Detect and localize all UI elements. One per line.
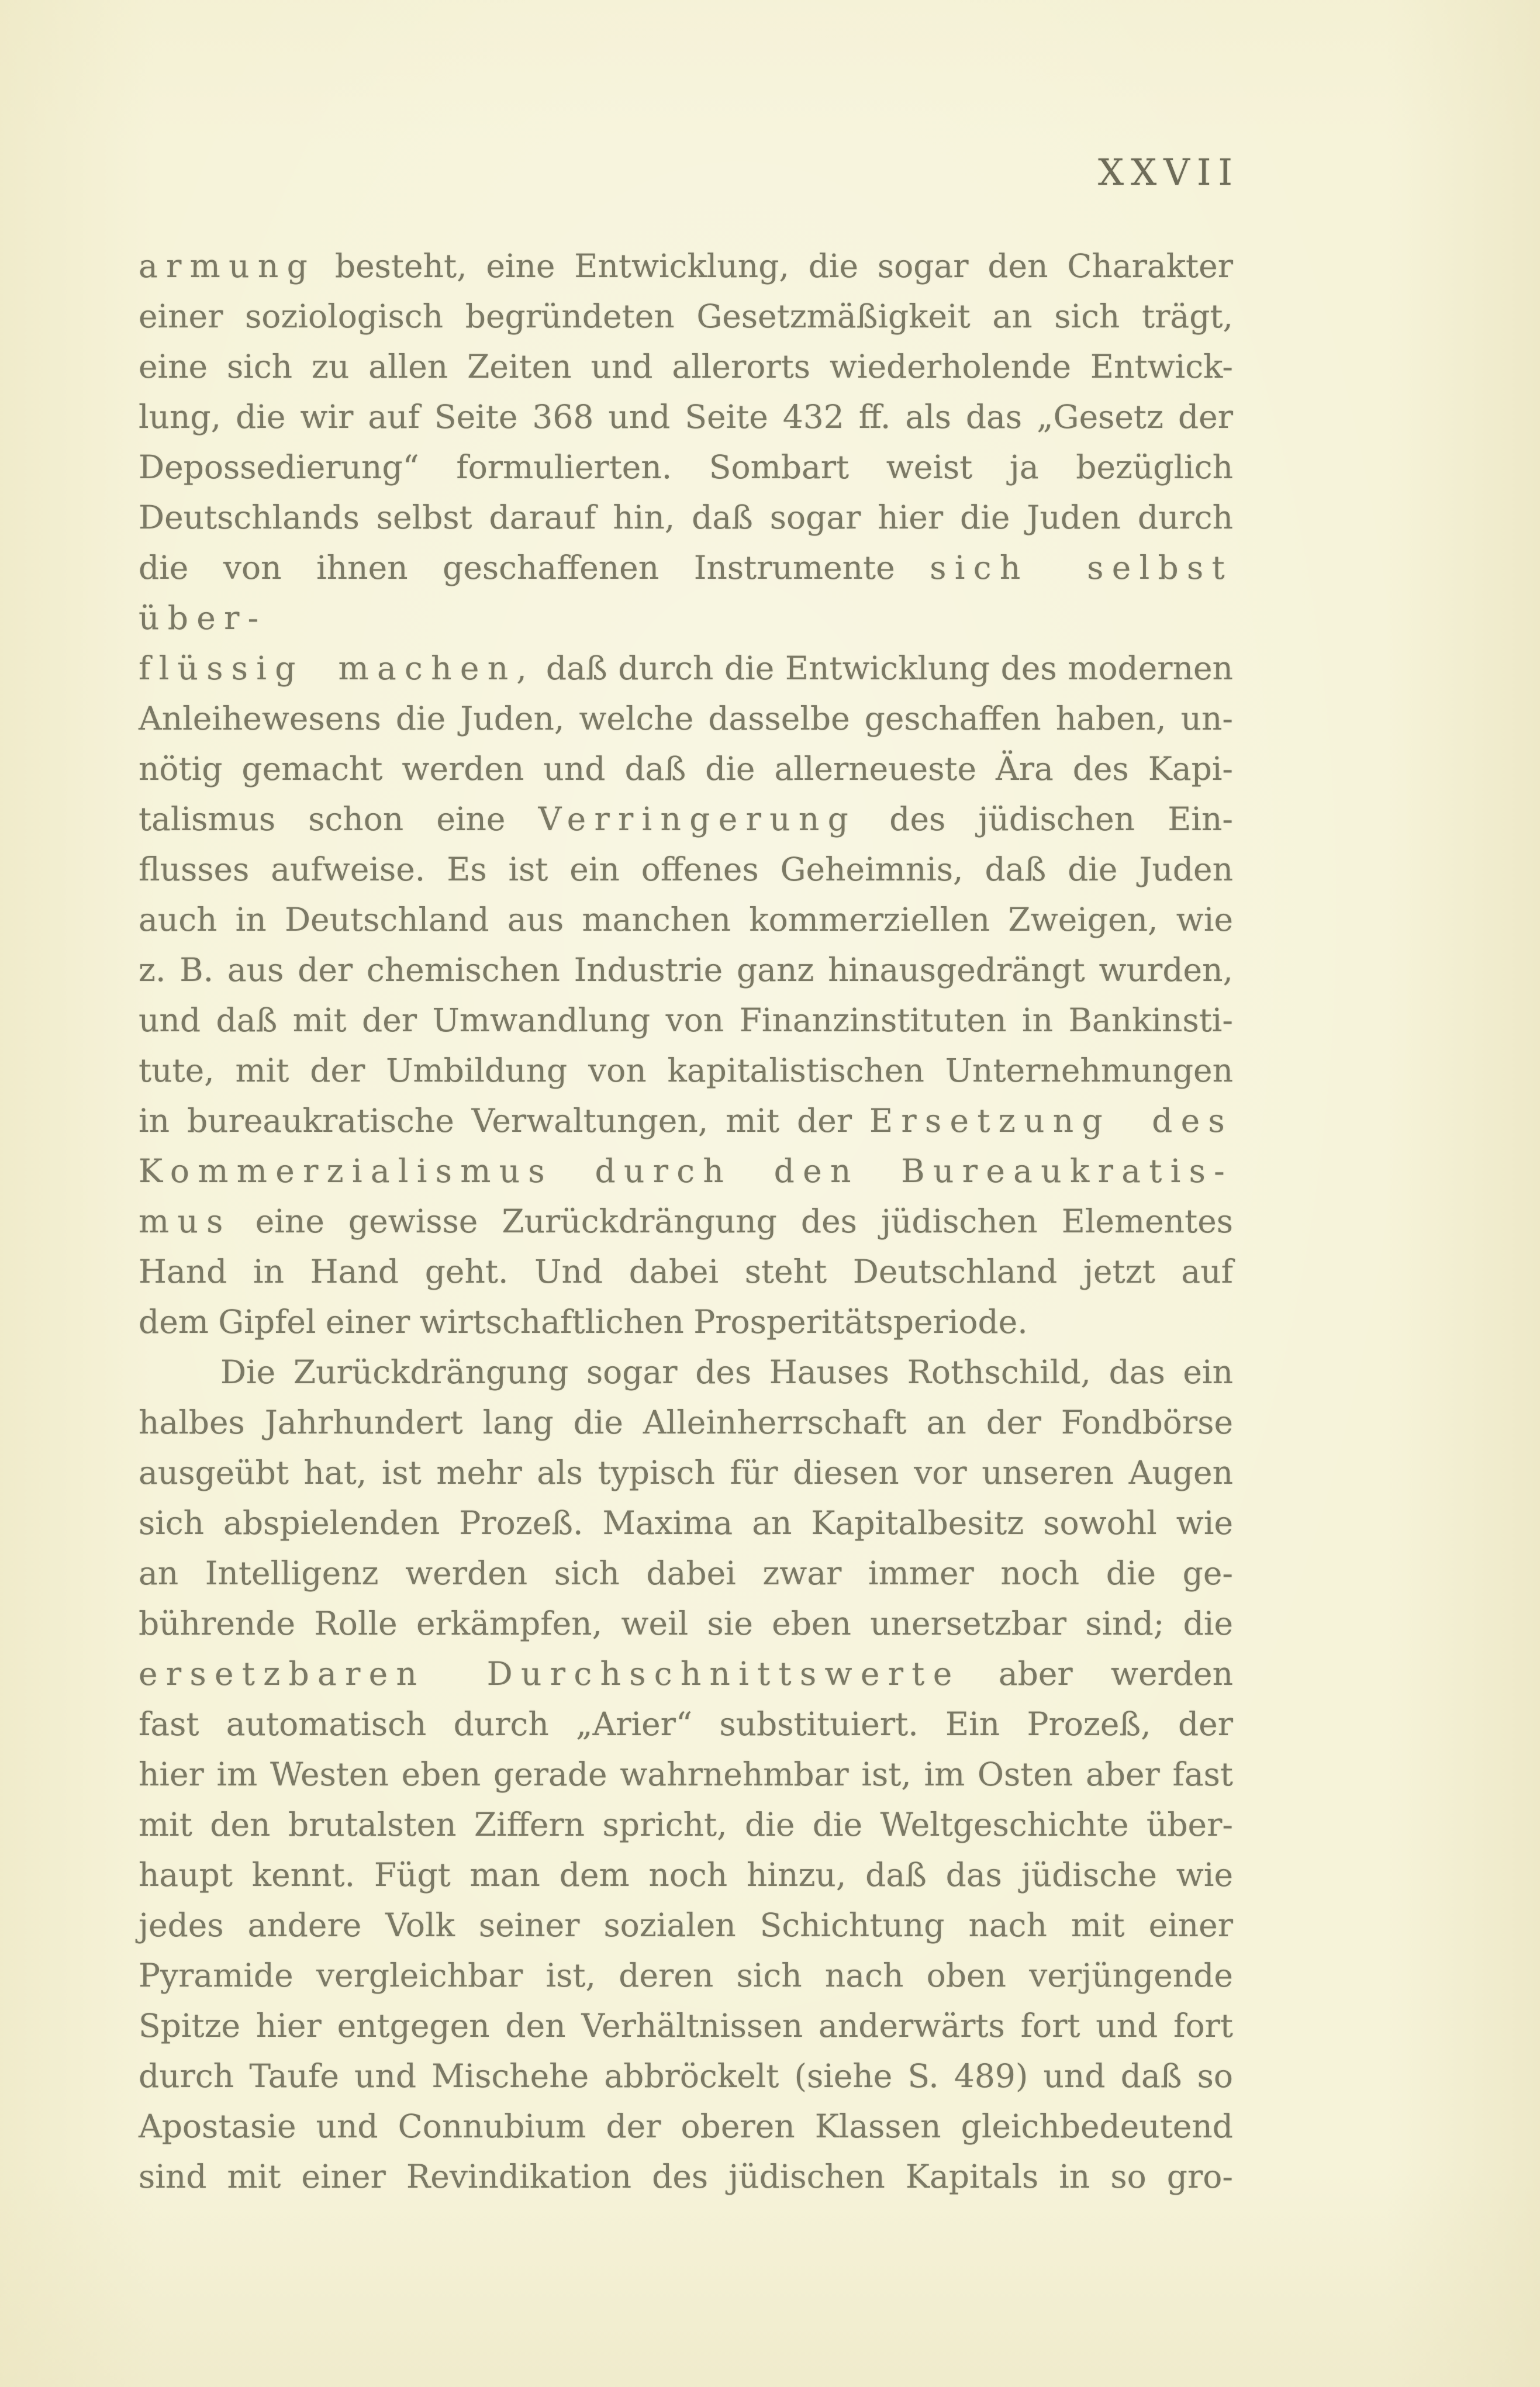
text-line xyxy=(139,1196,1233,1246)
text-segment: halbes Jahrhundert lang die Alleinherrschaft an der Fondbörse xyxy=(139,1404,1233,1441)
emphasized-text: mus xyxy=(139,1203,232,1240)
text-line xyxy=(139,2101,1233,2151)
text-line xyxy=(139,2051,1233,2101)
text-segment: besteht, eine Entwicklung, die sogar den Charakter xyxy=(316,247,1233,285)
text-line xyxy=(139,392,1233,442)
text-line xyxy=(139,1397,1233,1448)
text-segment: an Intelligenz werden sich dabei zwar immer noch die ge- xyxy=(139,1555,1233,1592)
text-segment: aber werden xyxy=(960,1655,1234,1692)
text-line xyxy=(139,693,1233,744)
text-segment: sich abspielenden Prozeß. Maxima an Kapitalbesitz sowohl wie xyxy=(139,1504,1233,1542)
text-line xyxy=(139,1548,1233,1598)
text-segment: Spitze hier entgegen den Verhältnissen anderwärts fort und fort xyxy=(139,2007,1233,2044)
text-line xyxy=(139,1246,1233,1297)
text-segment: Die Zurückdrängung sogar des Hauses Rothschild, das ein xyxy=(220,1353,1233,1391)
text-segment: die von ihnen geschaffenen Instrumente xyxy=(139,549,930,586)
text-line xyxy=(139,1498,1233,1548)
text-segment: Depossedierung“ formulierten. Sombart weist ja bezüglich xyxy=(139,448,1233,486)
emphasized-text: flüssig machen, xyxy=(139,650,536,687)
emphasized-text: armung xyxy=(139,247,316,285)
text-line xyxy=(139,241,1233,291)
text-line xyxy=(139,543,1233,643)
text-line xyxy=(139,1448,1233,1498)
text-line xyxy=(139,341,1233,392)
text-line xyxy=(139,492,1233,543)
text-segment: Pyramide vergleichbar ist, deren sich nach oben verjüngende xyxy=(139,1957,1233,1994)
text-line xyxy=(139,1950,1233,2001)
text-segment: hier im Westen eben gerade wahrnehmbar ist, im Osten aber fast xyxy=(139,1756,1233,1793)
text-segment: auch in Deutschland aus manchen kommerziellen Zweigen, wie xyxy=(139,901,1233,938)
text-segment: Apostasie und Connubium der oberen Klassen gleichbedeutend xyxy=(139,2108,1233,2145)
emphasized-text: sich selbst über- xyxy=(139,549,1233,637)
text-line xyxy=(139,894,1233,945)
emphasized-text: Ersetzung des xyxy=(869,1102,1234,1139)
page-number: XXVII xyxy=(1097,151,1239,194)
text-line xyxy=(139,995,1233,1045)
text-segment: und daß mit der Umwandlung von Finanzinstituten in Bankinsti- xyxy=(139,1001,1233,1039)
text-line xyxy=(139,1146,1233,1196)
text-segment: Hand in Hand geht. Und dabei steht Deutschland jetzt auf xyxy=(139,1253,1233,1290)
text-segment: z. B. aus der chemischen Industrie ganz hinausgedrängt wurden, xyxy=(139,951,1233,989)
text-line xyxy=(139,945,1233,995)
text-segment: nötig gemacht werden und daß die allerneueste Ära des Kapi- xyxy=(139,750,1233,787)
text-line xyxy=(139,1297,1233,1347)
text-line xyxy=(139,744,1233,794)
text-line xyxy=(139,1850,1233,1900)
text-line xyxy=(139,1096,1233,1146)
text-segment: sind mit einer Revindikation des jüdischen Kapitals in so gro- xyxy=(139,2158,1233,2195)
text-segment: eine gewisse Zurückdrängung des jüdischen Elementes xyxy=(231,1203,1233,1240)
text-segment: durch Taufe und Mischehe abbröckelt (siehe S. 489) und daß so xyxy=(139,2057,1233,2095)
text-segment: daß durch die Entwicklung des modernen xyxy=(535,650,1233,687)
text-line xyxy=(139,643,1233,693)
text-line xyxy=(139,2001,1233,2051)
text-segment: talismus schon eine xyxy=(139,800,538,838)
text-segment: Deutschlands selbst darauf hin, daß sogar hier die Juden durch xyxy=(139,499,1233,536)
text-segment: bührende Rolle erkämpfen, weil sie eben unersetzbar sind; die xyxy=(139,1605,1233,1642)
text-line xyxy=(139,1699,1233,1749)
text-segment: jedes andere Volk seiner sozialen Schichtung nach mit einer xyxy=(139,1906,1233,1944)
text-line xyxy=(139,1347,1233,1397)
text-segment: des jüdischen Ein- xyxy=(857,800,1233,838)
text-segment: ausgeübt hat, ist mehr als typisch für diesen vor unseren Augen xyxy=(139,1454,1233,1491)
text-line xyxy=(139,844,1233,894)
text-segment: dem Gipfel einer wirtschaftlichen Prosperitätsperiode. xyxy=(139,1303,1028,1341)
text-segment: fast automatisch durch „Arier“ substituiert. Ein Prozeß, der xyxy=(139,1705,1233,1743)
text-segment: tute, mit der Umbildung von kapitalistischen Unternehmungen xyxy=(139,1052,1233,1089)
text-segment: lung, die wir auf Seite 368 und Seite 432 ff. als das „Gesetz der xyxy=(139,398,1233,436)
page-text xyxy=(139,241,1233,2202)
text-line xyxy=(139,291,1233,341)
text-segment: in bureaukratische Verwaltungen, mit der xyxy=(139,1102,869,1139)
text-segment: eine sich zu allen Zeiten und allerorts wiederholende Entwick- xyxy=(139,348,1233,385)
text-line xyxy=(139,442,1233,492)
text-line xyxy=(139,1749,1233,1799)
emphasized-text: Kommerzialismus durch den Bureaukratis- xyxy=(139,1152,1233,1190)
text-line xyxy=(139,1649,1233,1699)
text-line xyxy=(139,1799,1233,1850)
text-segment: Anleihewesens die Juden, welche dasselbe geschaffen haben, un- xyxy=(139,700,1233,737)
text-line xyxy=(139,1045,1233,1096)
text-segment: einer soziologisch begründeten Gesetzmäßigkeit an sich trägt, xyxy=(139,298,1233,335)
text-segment: flusses aufweise. Es ist ein offenes Geheimnis, daß die Juden xyxy=(139,851,1233,888)
text-line xyxy=(139,794,1233,844)
text-line xyxy=(139,2151,1233,2202)
text-segment: haupt kennt. Fügt man dem noch hinzu, daß das jüdische wie xyxy=(139,1856,1233,1894)
emphasized-text: Verringerung xyxy=(538,800,857,838)
text-line xyxy=(139,1900,1233,1950)
text-line xyxy=(139,1598,1233,1649)
emphasized-text: ersetzbaren Durchschnittswerte xyxy=(139,1655,961,1692)
text-segment: mit den brutalsten Ziffern spricht, die die Weltgeschichte über- xyxy=(139,1806,1233,1843)
